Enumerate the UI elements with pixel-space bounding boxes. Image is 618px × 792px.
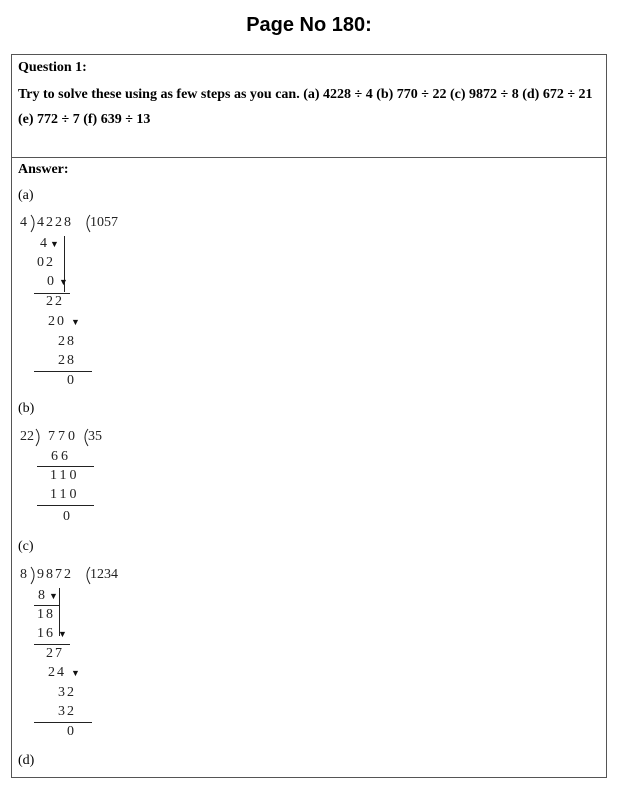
question-text: Try to solve these using as few steps as you can. (a) 4228 ÷ 4 (b) 770 ÷ 22 (c) 9872 ÷ 8 (d) 672 ÷ 21 (e) 772 ÷ 7 (f) 639 ÷ 13: [18, 87, 593, 127]
step-line: 16: [37, 626, 55, 641]
down-arrow-icon: ▼: [71, 317, 80, 327]
step-line: 110: [50, 468, 80, 483]
question-box: [11, 54, 607, 158]
step-line: 110: [50, 487, 80, 502]
down-arrow-icon: ▼: [58, 629, 67, 639]
step-line: 27: [46, 646, 64, 661]
down-arrow-icon: ▼: [49, 591, 58, 601]
part-c-divisor: 8: [20, 567, 29, 582]
down-arrow-icon: ▼: [71, 668, 80, 678]
part-b-dividend: 770: [48, 429, 78, 444]
question-label: Question 1:: [18, 60, 87, 75]
step-line: 0: [47, 274, 56, 289]
part-a-dividend: 4228: [37, 215, 73, 230]
step-line: 22: [46, 294, 64, 309]
part-b-divisor: 22: [20, 429, 34, 444]
step-line: 28: [58, 334, 76, 349]
step-line: 0: [67, 373, 76, 388]
part-a-divisor: 4: [20, 215, 29, 230]
step-line: 4: [40, 236, 49, 251]
step-line: 28: [58, 353, 76, 368]
part-c-quotient: 1234: [90, 567, 118, 582]
step-line: 0: [63, 509, 72, 524]
part-a-label: (a): [18, 188, 34, 203]
part-b-label: (b): [18, 401, 35, 416]
step-line: 8: [38, 588, 47, 603]
part-a-quotient: 1057: [90, 215, 118, 230]
down-arrow-icon: ▼: [50, 239, 59, 249]
part-c-dividend: 9872: [37, 567, 73, 582]
down-arrow-icon: ▼: [59, 277, 68, 287]
page-title: Page No 180:: [246, 14, 372, 36]
step-line: 32: [58, 704, 76, 719]
answer-label: Answer:: [18, 162, 69, 177]
part-d-label: (d): [18, 753, 35, 768]
step-line: 66: [51, 449, 71, 464]
step-line: 32: [58, 685, 76, 700]
part-c-label: (c): [18, 539, 34, 554]
step-line: 0: [67, 724, 76, 739]
answer-box: [11, 157, 607, 778]
step-line: 20: [48, 314, 66, 329]
step-line: 02: [37, 255, 55, 270]
division-bracket-icon: [34, 428, 44, 448]
step-line: 24: [48, 665, 66, 680]
step-line: 18: [37, 607, 55, 622]
part-b-quotient: 35: [88, 429, 102, 444]
